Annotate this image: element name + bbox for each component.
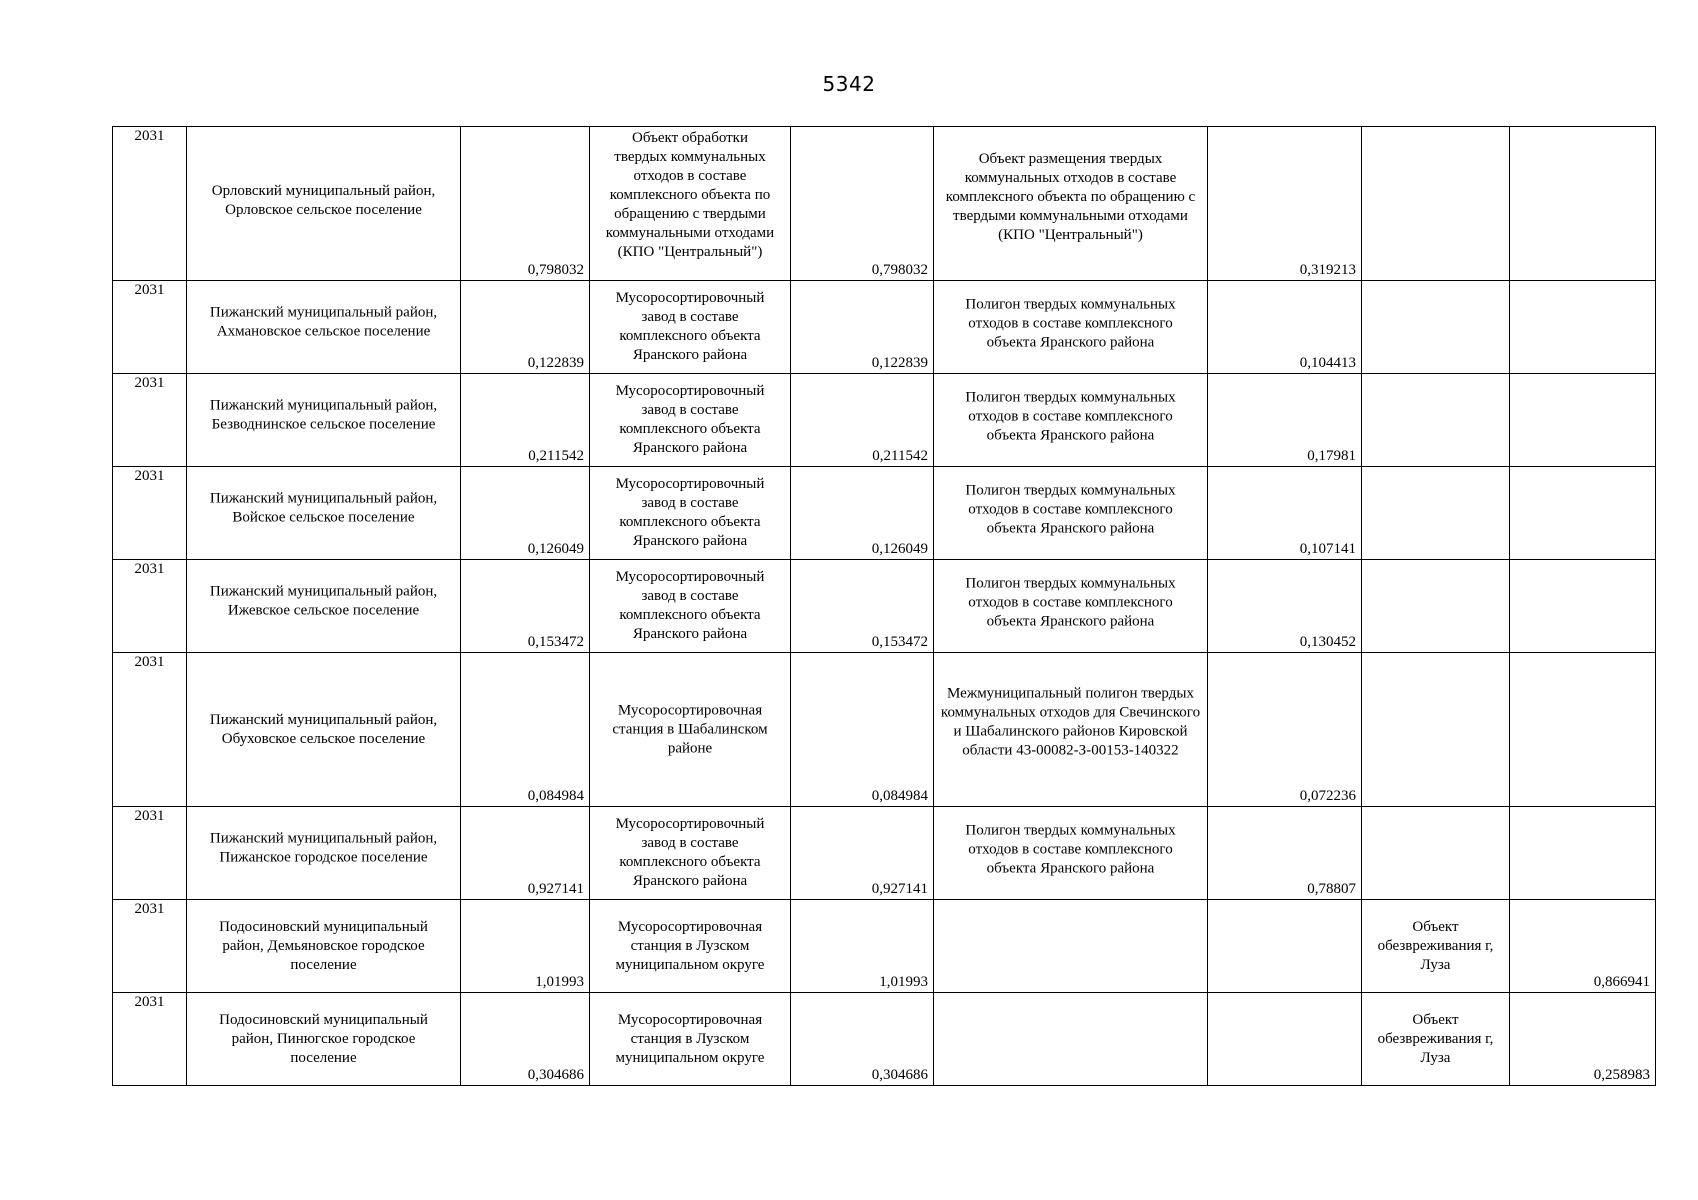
year-cell: 2031 bbox=[113, 374, 187, 467]
processing-facility-cell bbox=[590, 807, 791, 900]
mass-value: 0,122839 bbox=[871, 355, 928, 371]
neutralization-facility-text: Объект обезвреживания г, Луза bbox=[1377, 1012, 1494, 1066]
mass-cell bbox=[461, 900, 590, 993]
mass-cell bbox=[791, 807, 934, 900]
disposal-facility-text: Полигон твердых коммунальных отходов в составе комплексного объекта Яранского района bbox=[965, 482, 1176, 537]
processing-facility-cell bbox=[590, 127, 791, 281]
year-cell: 2031 bbox=[113, 653, 187, 807]
mass-value: 0,126049 bbox=[527, 541, 584, 557]
processing-facility-text: Мусоросортировочная станция в Лузском муниципальном округе bbox=[615, 919, 765, 973]
table-row bbox=[113, 993, 1656, 1086]
mass-cell bbox=[461, 560, 590, 653]
disposal-facility-cell bbox=[934, 653, 1208, 807]
table-row bbox=[113, 374, 1656, 467]
neutralization-facility-cell bbox=[1362, 653, 1510, 807]
mass-cell bbox=[1510, 900, 1656, 993]
mass-cell bbox=[1208, 900, 1362, 993]
neutralization-facility-cell bbox=[1362, 374, 1510, 467]
mass-cell bbox=[1208, 281, 1362, 374]
processing-facility-cell bbox=[590, 900, 791, 993]
mass-value: 0,798032 bbox=[527, 262, 584, 278]
municipality-text: Пижанский муниципальный район, Ахмановское сельское поселение bbox=[209, 304, 438, 340]
mass-cell bbox=[1510, 993, 1656, 1086]
disposal-facility-text: Полигон твердых коммунальных отходов в составе комплексного объекта Яранского района bbox=[965, 389, 1176, 444]
year-cell: 2031 bbox=[113, 281, 187, 374]
neutralization-facility-cell bbox=[1362, 560, 1510, 653]
mass-cell bbox=[461, 281, 590, 374]
mass-cell bbox=[791, 127, 934, 281]
disposal-facility-cell bbox=[934, 127, 1208, 281]
municipality-cell bbox=[187, 127, 461, 281]
mass-value: 0,304686 bbox=[527, 1067, 584, 1083]
processing-facility-cell bbox=[590, 374, 791, 467]
disposal-facility-text: Полигон твердых коммунальных отходов в составе комплексного объекта Яранского района bbox=[965, 575, 1176, 630]
mass-value: 0,104413 bbox=[1299, 355, 1356, 371]
mass-value: 0,927141 bbox=[527, 881, 584, 897]
municipality-text: Пижанский муниципальный район, Ижевское сельское поселение bbox=[209, 583, 438, 619]
mass-value: 0,126049 bbox=[871, 541, 928, 557]
table-row bbox=[113, 127, 1656, 281]
processing-facility-text: Мусоросортировочная станция в Лузском муниципальном округе bbox=[615, 1012, 765, 1066]
mass-cell bbox=[1208, 467, 1362, 560]
municipality-cell bbox=[187, 807, 461, 900]
mass-cell bbox=[791, 467, 934, 560]
mass-cell bbox=[1510, 281, 1656, 374]
mass-value: 0,153472 bbox=[871, 634, 928, 650]
municipality-text: Пижанский муниципальный район, Обуховское сельское поселение bbox=[209, 711, 438, 747]
municipality-cell bbox=[187, 281, 461, 374]
disposal-facility-cell bbox=[934, 807, 1208, 900]
mass-cell bbox=[791, 281, 934, 374]
neutralization-facility-text: Объект обезвреживания г, Луза bbox=[1377, 919, 1494, 973]
year-cell: 2031 bbox=[113, 993, 187, 1086]
neutralization-facility-cell bbox=[1362, 467, 1510, 560]
mass-cell bbox=[1510, 807, 1656, 900]
neutralization-facility-cell bbox=[1362, 900, 1510, 993]
neutralization-facility-cell bbox=[1362, 807, 1510, 900]
municipality-cell bbox=[187, 993, 461, 1086]
processing-facility-text: Мусоросортировочный завод в составе комплексного объекта Яранского района bbox=[615, 383, 765, 456]
mass-value: 0,258983 bbox=[1593, 1067, 1650, 1083]
mass-cell bbox=[791, 653, 934, 807]
table-row bbox=[113, 807, 1656, 900]
municipality-cell bbox=[187, 560, 461, 653]
mass-value: 0,866941 bbox=[1593, 974, 1650, 990]
mass-value: 0,107141 bbox=[1299, 541, 1356, 557]
mass-value: 0,084984 bbox=[527, 788, 584, 804]
year-cell: 2031 bbox=[113, 900, 187, 993]
mass-value: 0,211542 bbox=[872, 448, 928, 464]
year-cell: 2031 bbox=[113, 807, 187, 900]
table-row bbox=[113, 560, 1656, 653]
year-cell: 2031 bbox=[113, 467, 187, 560]
mass-value: 0,072236 bbox=[1299, 788, 1356, 804]
processing-facility-cell bbox=[590, 993, 791, 1086]
year-cell: 2031 bbox=[113, 127, 187, 281]
waste-flow-table bbox=[112, 126, 1656, 1086]
disposal-facility-text: Полигон твердых коммунальных отходов в составе комплексного объекта Яранского района bbox=[965, 822, 1176, 877]
mass-cell bbox=[1208, 374, 1362, 467]
mass-cell bbox=[461, 467, 590, 560]
page-number: 5342 bbox=[822, 72, 876, 96]
mass-value: 0,927141 bbox=[871, 881, 928, 897]
municipality-cell bbox=[187, 900, 461, 993]
mass-value: 0,084984 bbox=[871, 788, 928, 804]
neutralization-facility-cell bbox=[1362, 993, 1510, 1086]
mass-cell bbox=[461, 993, 590, 1086]
mass-cell bbox=[1208, 807, 1362, 900]
processing-facility-text: Мусоросортировочный завод в составе комплексного объекта Яранского района bbox=[615, 816, 765, 889]
processing-facility-text: Мусоросортировочная станция в Шабалинском районе bbox=[612, 702, 768, 756]
mass-value: 0,78807 bbox=[1307, 881, 1356, 897]
mass-cell bbox=[791, 900, 934, 993]
neutralization-facility-cell bbox=[1362, 281, 1510, 374]
processing-facility-text: Мусоросортировочный завод в составе комплексного объекта Яранского района bbox=[615, 569, 765, 642]
mass-cell bbox=[461, 127, 590, 281]
municipality-cell bbox=[187, 653, 461, 807]
processing-facility-cell bbox=[590, 653, 791, 807]
processing-facility-text: Объект обработки твердых коммунальных отходов в составе комплексного объекта по обращению с твердыми коммунальными отходами (КПО "Центральный") bbox=[605, 130, 775, 260]
mass-value: 0,130452 bbox=[1299, 634, 1356, 650]
disposal-facility-cell bbox=[934, 560, 1208, 653]
mass-cell bbox=[791, 374, 934, 467]
table-row bbox=[113, 467, 1656, 560]
municipality-text: Пижанский муниципальный район, Войское сельское поселение bbox=[209, 490, 438, 526]
municipality-text: Орловский муниципальный район, Орловское сельское поселение bbox=[211, 182, 436, 218]
municipality-text: Подосиновский муниципальный район, Пинюгское городское поселение bbox=[219, 1012, 428, 1066]
mass-value: 1,01993 bbox=[879, 974, 928, 990]
mass-cell bbox=[1510, 653, 1656, 807]
mass-cell bbox=[461, 653, 590, 807]
processing-facility-cell bbox=[590, 560, 791, 653]
mass-value: 0,153472 bbox=[527, 634, 584, 650]
disposal-facility-text: Полигон твердых коммунальных отходов в составе комплексного объекта Яранского района bbox=[965, 296, 1176, 351]
processing-facility-text: Мусоросортировочный завод в составе комплексного объекта Яранского района bbox=[615, 476, 765, 549]
year-cell: 2031 bbox=[113, 560, 187, 653]
municipality-text: Подосиновский муниципальный район, Демьяновское городское поселение bbox=[219, 919, 428, 973]
disposal-facility-cell bbox=[934, 993, 1208, 1086]
disposal-facility-cell bbox=[934, 467, 1208, 560]
municipality-cell bbox=[187, 374, 461, 467]
disposal-facility-text: Межмуниципальный полигон твердых коммунальных отходов для Свечинского и Шабалинского районов Кировской области 43-00082-З-00153-140322 bbox=[940, 684, 1201, 758]
mass-cell bbox=[461, 374, 590, 467]
mass-value: 0,122839 bbox=[527, 355, 584, 371]
table-row bbox=[113, 653, 1656, 807]
mass-value: 0,319213 bbox=[1299, 262, 1356, 278]
mass-cell bbox=[461, 807, 590, 900]
processing-facility-cell bbox=[590, 281, 791, 374]
mass-cell bbox=[1510, 467, 1656, 560]
mass-value: 0,304686 bbox=[871, 1067, 928, 1083]
mass-value: 0,211542 bbox=[528, 448, 584, 464]
mass-cell bbox=[1208, 127, 1362, 281]
mass-cell bbox=[1510, 374, 1656, 467]
municipality-text: Пижанский муниципальный район, Безводнинское сельское поселение bbox=[209, 397, 438, 433]
mass-cell bbox=[1510, 560, 1656, 653]
mass-cell bbox=[1208, 653, 1362, 807]
mass-value: 0,17981 bbox=[1307, 448, 1356, 464]
neutralization-facility-cell bbox=[1362, 127, 1510, 281]
processing-facility-text: Мусоросортировочный завод в составе комплексного объекта Яранского района bbox=[615, 290, 765, 363]
mass-cell bbox=[1208, 560, 1362, 653]
municipality-cell bbox=[187, 467, 461, 560]
mass-cell bbox=[1510, 127, 1656, 281]
mass-value: 0,798032 bbox=[871, 262, 928, 278]
disposal-facility-cell bbox=[934, 900, 1208, 993]
mass-cell bbox=[1208, 993, 1362, 1086]
disposal-facility-text: Объект размещения твердых коммунальных отходов в составе комплексного объекта по обращению с твердыми коммунальными отходами (КПО "Центральный") bbox=[945, 150, 1196, 243]
municipality-text: Пижанский муниципальный район, Пижанское городское поселение bbox=[209, 830, 438, 866]
processing-facility-cell bbox=[590, 467, 791, 560]
mass-cell bbox=[791, 560, 934, 653]
mass-value: 1,01993 bbox=[535, 974, 584, 990]
disposal-facility-cell bbox=[934, 374, 1208, 467]
disposal-facility-cell bbox=[934, 281, 1208, 374]
table-row bbox=[113, 900, 1656, 993]
table-row bbox=[113, 281, 1656, 374]
mass-cell bbox=[791, 993, 934, 1086]
